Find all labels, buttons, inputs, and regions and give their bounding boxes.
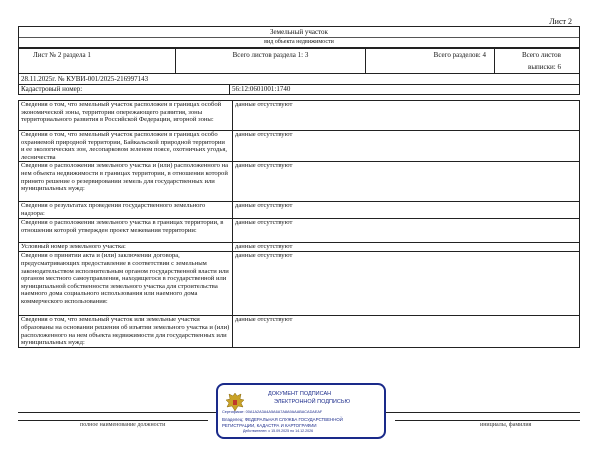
row-value: данные отсутствуют [233,243,580,252]
stamp-line-1: ДОКУМЕНТ ПОДПИСАН [268,391,332,397]
details-table [18,100,580,348]
name-label: инициалы, фамилия [480,422,532,428]
row-value: данные отсутствуют [233,162,580,202]
table-row [19,252,580,316]
sheets-in-extract: Всего листов выписки: 6 [521,51,561,71]
table-row [19,243,580,252]
sheets-in-section: Всего листов раздела 1: 3 [176,49,366,73]
document-sheet [18,26,580,348]
row-value: данные отсутствуют [233,252,580,316]
stamp-line-2: ЭЛЕКТРОННОЙ ПОДПИСЬЮ [274,399,351,405]
cadastral-label: Кадастровый номер: [19,85,230,94]
row-label: Сведения о расположении земельного участка и (или) расположенного на нем объекта недвижимости в границах территории, в отношении которой принято решение о резервировании земель для государственных или муниципальных нужд: [19,162,233,202]
name-line [395,420,580,421]
table-row [19,202,580,219]
row-value: данные отсутствуют [233,202,580,219]
row-label: Условный номер земельного участка: [19,243,233,252]
table-row [19,219,580,243]
row-label: Сведения о том, что земельный участок расположен в границах особой экономической зоны, территории опережающего развития, зоны территориального развития в Российской Федерации, игорной зоны: [19,101,233,131]
cadastral-row [18,85,580,95]
table-row [19,101,580,131]
stamp-validity: Действителен: с 15.09.2025 по 14.12.2026 [243,429,314,433]
table-row [19,162,580,202]
sheet-number: Лист № 2 раздела 1 [19,49,176,73]
row-label: Сведения о том, что земельный участок или земельные участки образованы на основании решения об изъятии земельного участка и (или) расположенного на нем объекта недвижимости для государственных или муниципальных нужд: [19,316,233,348]
sections-count: Всего разделов: 4 [366,49,495,73]
document-subtitle: вид объекта недвижимости [19,37,579,46]
electronic-signature-stamp [216,383,386,439]
table-row [19,131,580,162]
table-row [19,316,580,348]
row-label: Сведения о результатах проведения государственного земельного надзора: [19,202,233,219]
row-value: данные отсутствуют [233,131,580,162]
cadastral-value: 56:12:0601001:1740 [232,85,291,93]
stamp-owner [222,417,343,428]
position-line [18,420,208,421]
header-box [18,26,580,47]
row-value: данные отсутствуют [233,219,580,243]
page-label: Лист 2 [549,17,572,26]
row-label: Сведения о принятии акта и (или) заключении договора, предусматривающих предоставление в соответствии с земельным законодательством исполнительным органом государственной власти или органом местного самоуправления, находящегося в государственной или муниципальной собственности земельного участка для строительства наемного дома социального использования или наемного дома коммерческого использования: [19,252,233,316]
stamp-owner-line-1: Владелец: ФЕДЕРАЛЬНАЯ СЛУЖБА ГОСУДАРСТВЕННОЙ [222,417,343,422]
sheet-info-row [18,47,580,74]
document-title: Земельный участок [270,28,328,36]
stamp-owner-line-2: РЕГИСТРАЦИИ, КАДАСТРА И КАРТОГРАФИИ [222,422,317,428]
position-label: полное наименование должности [80,422,166,428]
row-label: Сведения о расположении земельного участка в границах территории, в отношении которой утвержден проект межевания территории: [19,219,233,243]
stamp-certificate: Сертификат: 00A1A2A3A4A5A6A7A8A9AAABACADAEAF [222,410,323,414]
row-value: данные отсутствуют [233,101,580,131]
row-value: данные отсутствуют [233,316,580,348]
date-number: 28.11.2025г. № КУВИ-001/2025-216997143 [18,74,580,85]
row-label: Сведения о том, что земельный участок расположен в границах особо охраняемой природной территории, Байкальской природной территории и ее экологических зон, лесопарковом зеленом поясе, охотничьих угодья, лесничества [19,131,233,162]
